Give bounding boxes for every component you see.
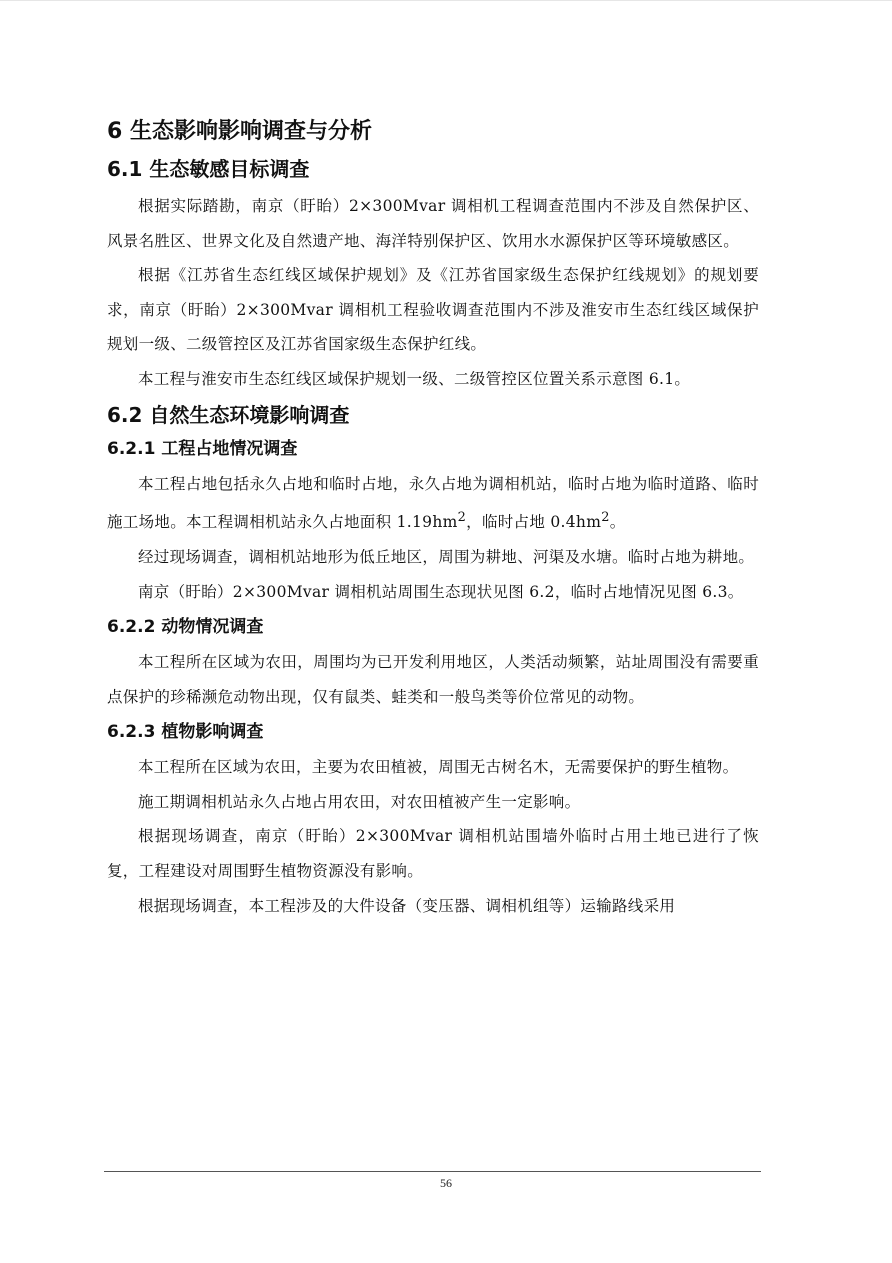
text-run: 本工程占地包括永久占地和临时占地，永久占地为调相机站，临时占地为临时道路、临时施工场地。本工程调相机站永久占地面积 1.19hm: [107, 474, 759, 532]
section-heading-6-1: 6.1 生态敏感目标调查: [107, 157, 310, 181]
subsection-heading-6-2-1: 6.2.1 工程占地情况调查: [107, 438, 298, 459]
paragraph: 本工程与淮安市生态红线区域保护规划一级、二级管控区位置关系示意图 6.1。: [138, 369, 691, 388]
text-run: 。: [609, 513, 626, 532]
paragraph: 根据《江苏省生态红线区域保护规划》及《江苏省国家级生态保护红线规划》的规划要求，南京（盱眙）2×300Mvar 调相机工程验收调查范围内不涉及淮安市生态红线区域保护规划一级、二级管控区及江苏省国家级生态保护红线。: [107, 266, 759, 354]
paragraph: 本工程所在区域为农田，周围均为已开发利用地区，人类活动频繁，站址周围没有需要重点保护的珍稀濒危动物出现，仅有鼠类、蛙类和一般鸟类等价位常见的动物。: [107, 653, 759, 706]
paragraph: 根据现场调查，南京（盱眙）2×300Mvar 调相机站围墙外临时占用土地已进行了恢复，工程建设对周围野生植物资源没有影响。: [107, 827, 759, 881]
paragraph: 根据实际踏勘，南京（盱眙）2×300Mvar 调相机工程调查范围内不涉及自然保护区、风景名胜区、世界文化及自然遗产地、海洋特别保护区、饮用水水源保护区等环境敏感区。: [107, 197, 759, 250]
subsection-heading-6-2-2: 6.2.2 动物情况调查: [107, 617, 264, 638]
text-run: ，临时占地 0.4hm: [466, 513, 602, 532]
section-heading-6-2: 6.2 自然生态环境影响调查: [107, 402, 350, 427]
paragraph: 南京（盱眙）2×300Mvar 调相机站周围生态现状见图 6.2，临时占地情况见图 6.3。: [138, 582, 744, 601]
paragraph: 本工程所在区域为农田，主要为农田植被，周围无古树名木，无需要保护的野生植物。: [138, 758, 739, 777]
paragraph: 施工期调相机站永久占地占用农田，对农田植被产生一定影响。: [138, 792, 581, 811]
paragraph: 经过现场调查，调相机站地形为低丘地区，周围为耕地、河渠及水塘。临时占地为耕地。: [138, 547, 755, 566]
page-content: [107, 115, 759, 923]
paragraph: 根据现场调查，本工程涉及的大件设备（变压器、调相机组等）运输路线采用: [138, 896, 676, 915]
superscript: 2: [601, 510, 610, 526]
paragraph: [107, 467, 759, 540]
footer-divider: [104, 1171, 761, 1172]
page-number: 56: [440, 1176, 452, 1190]
superscript: 2: [457, 510, 467, 526]
chapter-title: 6 生态影响影响调查与分析: [107, 119, 372, 144]
subsection-heading-6-2-3: 6.2.3 植物影响调查: [107, 722, 264, 743]
